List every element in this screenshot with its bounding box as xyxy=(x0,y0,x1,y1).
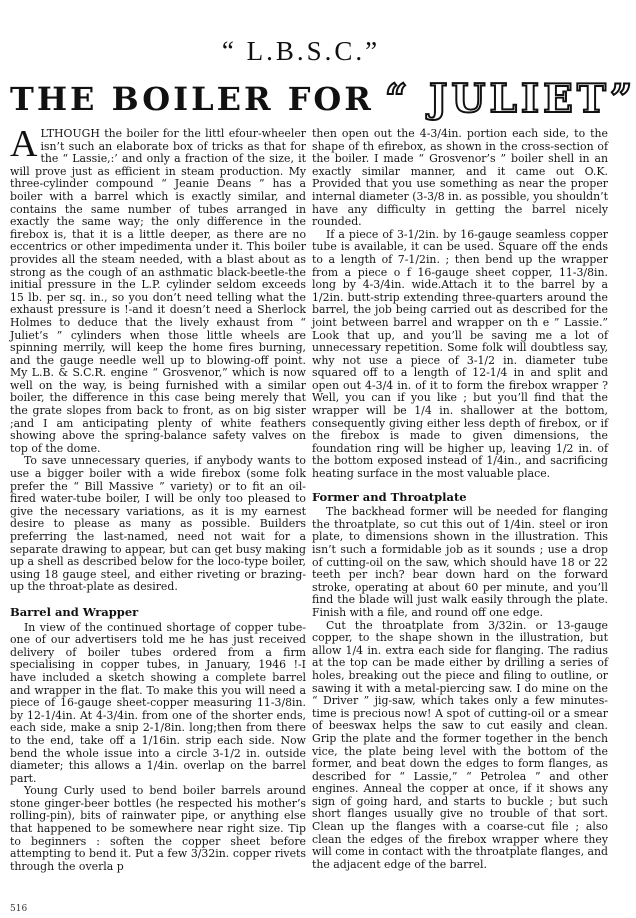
paragraph: Young Curly used to bend boiler barrels around stone ginger-beer bottles (he respected his mother’s rolling-pin), bits of rainwater pipe, or anything else that happened to be somewhere near right size. Tip to beginners : soften the copper sheet before attempting to bend it. Put a few 3/32in. copper rivets through the overla p xyxy=(10,784,306,873)
paragraph xyxy=(10,123,306,455)
author-kicker: “ L.B.S.C.” xyxy=(221,36,381,66)
paragraph: If a piece of 3-1/2in. by 16-gauge seamless copper tube is available, it can be used. Square off the ends to a length of 7-1/2in. ; then bend up the wrapper from a piece o f 16-gauge sheet copper, 11-3/8in. long by 4-3/4in. wide.Attach it to the barrel by a 1/2in. butt-strip extending three-quarters around the barrel, the job being carried out as described for the joint between barrel and wrapper on th e ” Lassie.” Look that up, and you’ll be saving me a lot of unnecessary repetition. Some folk will doubtless say, why not use a piece of 3-1/2 in. diameter tube squared off to a length of 12-1/4 in and split and open out 4-3/4 in. of it to form the firebox wrapper ? Well, you can if you like ; but you’ll find that the wrapper will be 1/4 in. shallower at the bottom, consequently giving either less depth of firebox, or if the firebox is made to given dimensions, the foundation ring will be higher up, leaving 1/2 in. of the bottom exposed instead of 1/4in., and sacrificing heating surface in the most valuable place. xyxy=(312,227,608,481)
headline-outlined: “ JULIET” xyxy=(384,76,636,122)
headline-plain: THE BOILER FOR xyxy=(10,80,374,118)
paragraph: In view of the continued shortage of copper tube-one of our advertisers told me he has just received delivery of boiler tubes ordered from a firm specialising in copper tubes, in January, 1946 !-I have included a sketch showing a complete barrel and wrapper in the flat. To make this you will need a piece of 16-gauge sheet-copper measuring 11-3/8in. by 12-1/4in. At 4-3/4in. from one of the shorter ends, each side, make a snip 2-1/8in. long;then from there to the end, take off a 1/16in. strip each side. Now bend the whole issue into a circle 3-1/2 in. outside diameter; this allows a 1/4in. overlap on the barrel part. xyxy=(10,620,306,785)
paragraph: Cut the throatplate from 3/32in. or 13-gauge copper, to the shape shown in the illustration, but allow 1/4 in. extra each side for flanging. The radius at the top can be made either by drilling a series of holes, breaking out the piece and filing to outline, or sawing it with a metal-piercing saw. I do mine on the “ Driver ” jig-saw, which takes only a few minutes-time is precious now! A spot of cutting-oil or a smear of beeswax helps the saw to cut easily and clean. Grip the plate and the former together in the bench vice, the plate being level with the bottom of the former, and beat down the edges to form flanges, as described for “ Lassie,” “ Petrolea ” and other engines. Anneal the copper at once, if it shows any sign of going hard, and starts to buckle ; but such short flanges usually give no trouble of that sort. Clean up the flanges with a coarse-cut file ; also clean the edges of the firebox wrapper where they will come in contact with the throatplate flanges, and the adjacent edge of the barrel. xyxy=(312,618,608,871)
article-headline xyxy=(10,76,636,122)
left-column xyxy=(10,123,306,873)
section-heading: Former and Throatplate xyxy=(312,489,467,504)
paragraph-text: LTHOUGH the boiler for the littl efour-wheeler isn’t such an elaborate box of tricks as that for the “ Lassie,:’ and only a fraction of the size, it will prove just as efficient in steam production. My three-cylinder compound “ Jeanie Deans ” has a boiler with a barrel which is exactly similar, and contains the same number of tubes arranged in exactly the same way; the only difference in the firebox is, that it is a little deeper, as there are no eccentrics or other impedimenta under it. This boiler provides all the steam needed, with a blast about as strong as the cough of an asthmatic black-beetle-the initial pressure in the L.P. cylinder seldom exceeds 15 lb. per sq. in., so you don’t need telling what the exhaust pressure is !-and it doesn’t need a Sherlock Holmes to deduce that the lively exhaust from “ Juliet’s ” cylinders when those little wheels are spinning merrily, will keep the home fires burning, and the gauge needle well up to blowing-off point. My L.B. & S.C.R. engine “ Grosvenor,” which is now well on the way, is being furnished with a similar boiler, the difference in this case being merely that the grate slopes from back to front, as on big sister ;and I am anticipating plenty of white feathers showing above the spring-balance safety valves on top of the dome. xyxy=(10,127,306,455)
drop-cap: A xyxy=(10,123,38,165)
paragraph: then open out the 4-3/4in. portion each side, to the shape of th efirebox, as shown in the cross-section of the boiler. I made “ Grosvenor’s ” boiler shell in an exactly similar manner, and it came out O.K. Provided that you use something as near the proper internal diameter (3-3/8 in. as possible, you shouldn’t have any difficulty in getting the barrel nicely rounded. xyxy=(312,127,608,229)
right-column xyxy=(312,128,608,871)
section-heading: Barrel and Wrapper xyxy=(10,604,139,619)
page-number: 516 xyxy=(10,904,28,914)
paragraph: To save unnecessary queries, if anybody wants to use a bigger boiler with a wide firebox (some folk prefer the “ Bill Massive ” variety) or to fit an oil-fired water-tube boiler, I will be only too pleased to give the necessary variations, as it is my earnest desire to please as many as possible. Builders preferring the last-named, need not wait for a separate drawing to appear, but can get busy making up a shell as described below for the loco-type boiler, using 18 gauge steel, and either riveting or brazing-up the throat-plate as desired. xyxy=(10,454,306,594)
paragraph: The backhead former will be needed for flanging the throatplate, so cut this out of 1/4in. steel or iron plate, to dimensions shown in the illustration. This isn’t such a formidable job as it sounds ; use a drop of cutting-oil on the saw, which should have 18 or 22 teeth per inch? bear down hard on the forward stroke, operating at about 60 per minute, and you’ll find the blade will just walk easily through the plate. Finish with a file, and round off one edge. xyxy=(312,505,608,619)
